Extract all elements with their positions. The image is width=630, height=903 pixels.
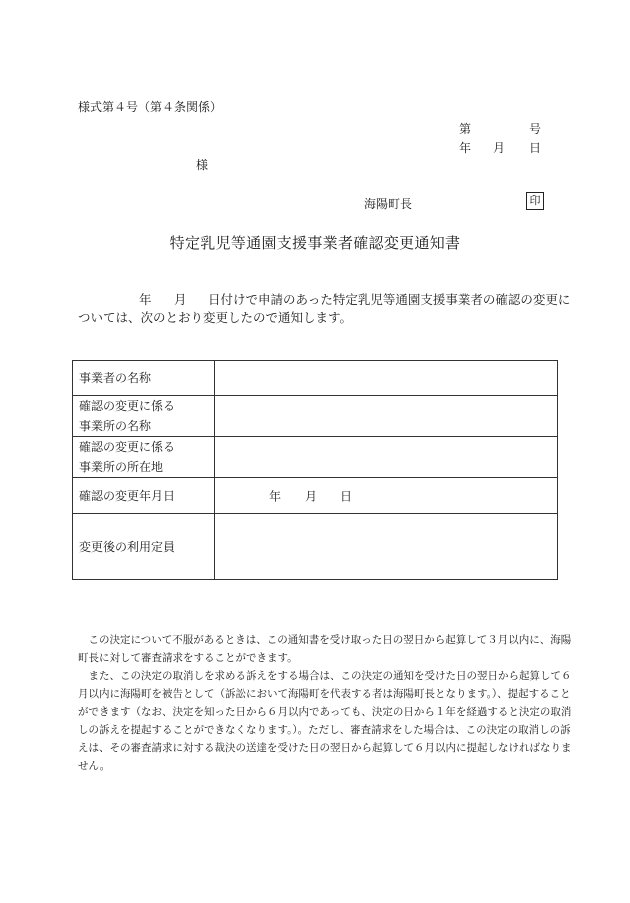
issue-date-month: 月 — [493, 141, 506, 155]
appeal-note-line: この決定について不服があるときは、この通知書を受け取った日の翌日から起算して３月以内に、海陽 — [78, 634, 572, 646]
label-line: 事業所の名称 — [79, 419, 152, 433]
lawsuit-note-line: せん。 — [78, 760, 111, 772]
row-label — [73, 437, 215, 478]
intro-year: 年 — [139, 292, 152, 307]
intro-line1: 日付けで申請のあった特定乳児等通園支援事業者の確認の変更に — [208, 292, 571, 307]
issue-date-day: 日 — [529, 141, 542, 155]
lawsuit-note-line: しの訴えを提起することができなくなります。）。ただし、審査請求をした場合は、この決定の取消しの訴 — [78, 724, 571, 736]
document-title: 特定乳児等通園支援事業者確認変更通知書 — [169, 234, 461, 252]
change-date-month: 月 — [305, 489, 318, 503]
capacity-field[interactable] — [215, 514, 558, 580]
form-number: 様式第４号（第４条関係） — [78, 100, 223, 114]
intro-month: 月 — [174, 292, 187, 307]
issue-date-year: 年 — [459, 141, 472, 155]
label-line: 確認の変更年月日 — [79, 488, 176, 503]
row-label — [73, 478, 215, 514]
document-number-suffix: 号 — [529, 122, 542, 136]
change-date-field[interactable] — [215, 478, 558, 514]
facility-address-field[interactable] — [215, 437, 558, 478]
table-row — [73, 478, 558, 514]
addressee-suffix: 様 — [196, 158, 209, 172]
seal-mark: 印 — [526, 192, 544, 210]
row-label — [73, 361, 215, 396]
business-name-field[interactable] — [215, 361, 558, 396]
lawsuit-note-line: えは、その審査請求に対する裁決の送達を受けた日の翌日から起算して６月以内に提起しなければなりま — [78, 742, 572, 754]
label-line: 変更後の利用定員 — [79, 539, 176, 554]
label-line: 事業所の所在地 — [79, 460, 164, 474]
label-line: 事業者の名称 — [79, 371, 152, 385]
change-details-table — [72, 360, 558, 580]
lawsuit-note-line: 月以内に海陽町を被告として（訴訟において海陽町を代表する者は海陽町長となります。）、提起すること — [78, 688, 571, 700]
table-row — [73, 514, 558, 580]
label-line: 確認の変更に係る — [79, 399, 176, 413]
appeal-note-line: 町長に対して審査請求をすることができます。 — [78, 652, 298, 664]
label-line: 確認の変更に係る — [79, 440, 176, 454]
document-number-label: 第 — [459, 122, 472, 136]
row-label — [73, 396, 215, 437]
intro-line2: ついては、次のとおり変更したので通知します。 — [78, 310, 353, 325]
table-row — [73, 437, 558, 478]
lawsuit-note-line: また、この決定の取消しを求める訴えをする場合は、この決定の通知を受けた日の翌日から起算して６ — [78, 670, 572, 682]
change-date-day: 日 — [340, 489, 353, 503]
table-row — [73, 396, 558, 437]
table-row — [73, 361, 558, 396]
facility-name-field[interactable] — [215, 396, 558, 437]
lawsuit-note-line: ができます（なお、決定を知った日から６月以内であっても、決定の日から１年を経過すると決定の取消 — [78, 706, 572, 718]
change-date-year: 年 — [269, 489, 282, 503]
issuer-name: 海陽町長 — [364, 197, 413, 211]
row-label — [73, 514, 215, 580]
